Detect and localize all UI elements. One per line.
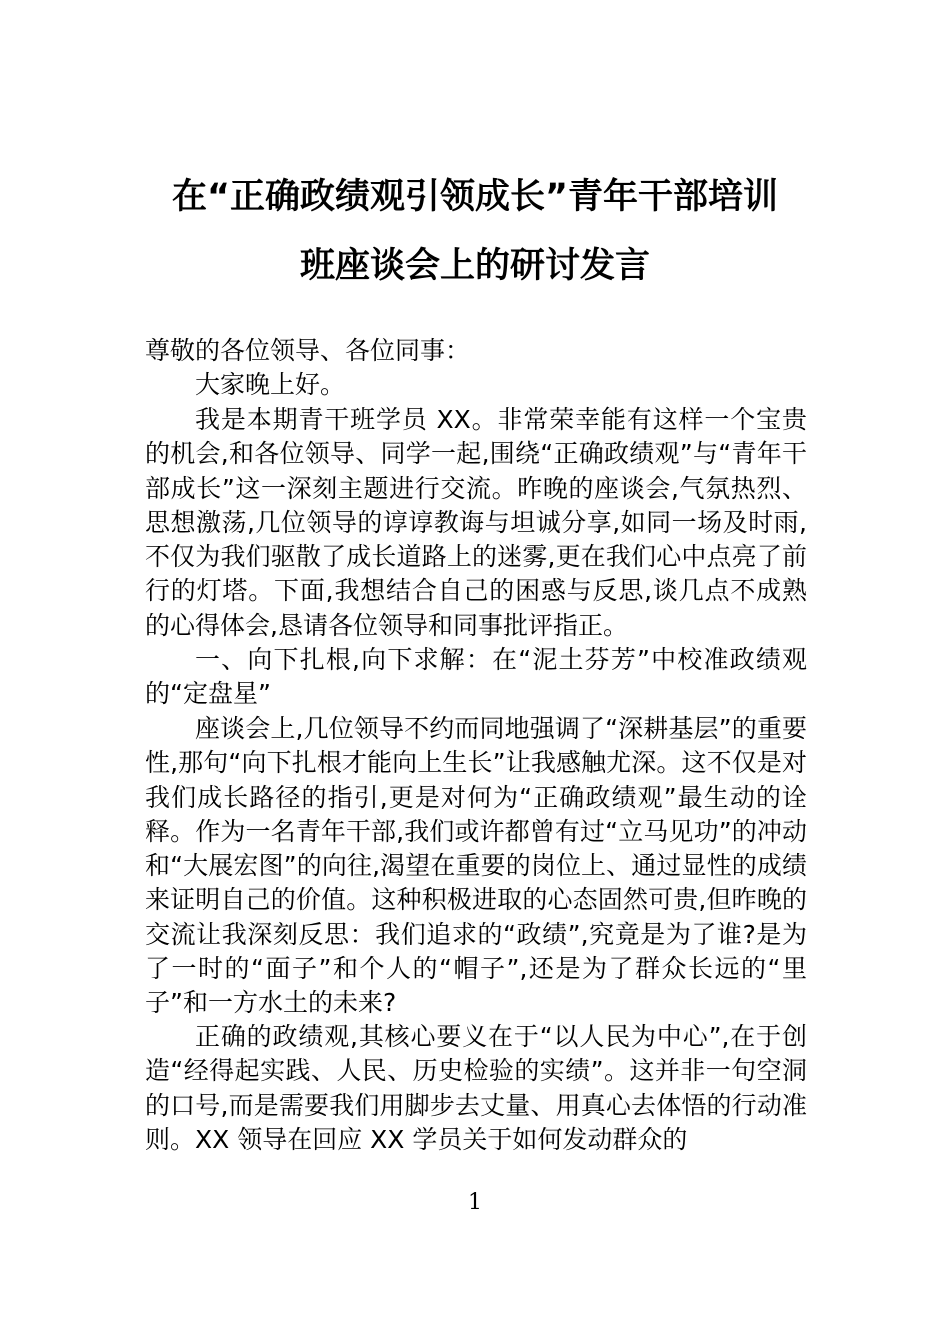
section-heading-1: 一、向下扎根,向下求解：在“泥土芬芳”中校准政绩观的“定盘星” bbox=[145, 645, 807, 709]
salutation: 尊敬的各位领导、各位同事： bbox=[145, 336, 471, 365]
page-number: 1 bbox=[468, 1190, 482, 1215]
document-title-line-1: 在“正确政绩观引领成长”青年干部培训 bbox=[171, 177, 778, 217]
intro-paragraph: 我是本期青干班学员 XX。非常荣幸能有这样一个宝贵的机会,和各位领导、同学一起,围绕“正确政绩观”与“青年干部成长”这一深刻主题进行交流。昨晚的座谈会,气氛热烈、思想激荡,几位领导的谆谆教诲与坦诚分享,如同一场及时雨,不仅为我们驱散了成长道路上的迷雾,更在我们心中点亮了前行的灯塔。下面,我想结合自己的困惑与反思,谈几点不成熟的心得体会,恳请各位领导和同事批评指正。 bbox=[145, 405, 807, 640]
document-title-line-2: 班座谈会上的研讨发言 bbox=[299, 246, 650, 286]
section-1-paragraph-2: 正确的政绩观,其核心要义在于“以人民为中心”,在于创造“经得起实践、人民、历史检验的实绩”。这并非一句空洞的口号,而是需要我们用脚步去丈量、用真心去体悟的行动准则。XX 领导在回应 XX 学员关于如何发动群众的 bbox=[145, 1022, 807, 1154]
greeting: 大家晚上好。 bbox=[195, 370, 346, 399]
section-1-paragraph-1: 座谈会上,几位领导不约而同地强调了“深耕基层”的重要性,那句“向下扎根才能向上生长”让我感触尤深。这不仅是对我们成长路径的指引,更是对何为“正确政绩观”最生动的诠释。作为一名青年干部,我们或许都曾有过“立马见功”的冲动和“大展宏图”的向往,渴望在重要的岗位上、通过显性的成绩来证明自己的价值。这种积极进取的心态固然可贵,但昨晚的交流让我深刻反思：我们追求的“政绩”,究竟是为了谁?是为了一时的“面子”和个人的“帽子”,还是为了群众长远的“里子”和一方水土的未来? bbox=[145, 714, 807, 1018]
